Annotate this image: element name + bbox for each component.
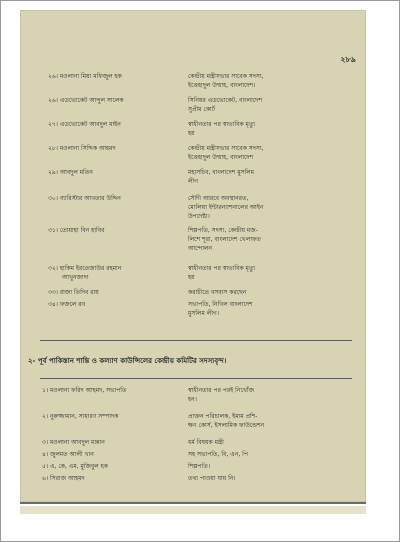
section-rule <box>40 378 352 379</box>
entry-name: ২৯। আবদুল মতিন <box>48 169 93 176</box>
document-page <box>20 10 366 502</box>
entry-name: ৩৪। ফজলে রব <box>48 301 86 308</box>
entry-name: ৩৩। রাজা তিদিব রায় <box>48 289 99 296</box>
entry-description: তথ্য পাওয়া যায় নি। <box>188 475 236 482</box>
entry-description: শিল্পপতি, সদস্য, কেন্দ্রীয় মজ- লিশে শূরা, বাংলাদেশ খেলাফত আন্দোলন <box>188 227 261 252</box>
entry-name: ২৬। এডভোকেট আব্দুল সালেক <box>48 97 124 104</box>
entry-description: সিনিয়র এডভোকেট, বাংলাদেশ সুপ্রীম কোর্ট <box>188 97 262 113</box>
entry-name: ৫। এ, কে, এম, মুজিবুল হক <box>42 463 108 470</box>
bottom-strip <box>20 506 366 514</box>
entry-description: সহ সভাপতি, বি, এন, পি <box>188 451 248 458</box>
entry-description: শিল্পপতি। <box>188 463 210 470</box>
entry-description: সৌদী আরবে অবস্থানরত, মোলিয়া ইন্টারন্যাশনালের আইন উপদেষ্টা। <box>188 195 264 220</box>
entry-name: ২৮। মওলানা সিদ্দিক আহমদ <box>48 145 116 152</box>
entry-name: ৩০। ব্যারিস্টার আখতার উদ্দিন <box>48 195 121 202</box>
entry-name: ২৭। এডভোকেট আবদুল মাইন <box>48 121 121 128</box>
entry-description: কেন্দ্রীয় মন্ত্রীসভার সাবেক সদস্য, ইত্তেহাদুল উম্মাহ, বাংলাদেশ <box>188 145 264 161</box>
entry-description: কেন্দ্রীয় মন্ত্রীসভার সাবেক সদস্য, ইত্তেহাদুল উম্মাহ, বাংলাদেশ। <box>188 73 264 89</box>
section-heading: ২- পূর্ব পাকিস্তান শান্তি ও কল্যাণ কাউন্সিলের কেন্দ্রীয় কমিটির সদস্যবৃন্দ। <box>28 357 227 365</box>
entry-name: ২৬। মওলানা মিয়া মফিজুল হক <box>48 73 122 80</box>
entry-description: স্বাধীনতার পর স্বাভাবিক মৃত্যু হয় <box>188 121 256 137</box>
entry-name: ১। মওলানা ফরিদ আহমদ, সভাপতি <box>42 387 127 394</box>
entry-description: মহাসচিব, বাংলাদেশ মুসলিম লীগ <box>188 169 255 185</box>
section-rule <box>40 340 352 341</box>
entry-name: ৩১। তোয়াহা বিন হাবিব <box>48 227 105 234</box>
page-number: ২৮৯ <box>340 55 356 64</box>
entry-description: করাচীতে বসবাস করছেন <box>188 289 247 296</box>
entry-description: সভাপতি, নিখিল বাংলাদেশ মুসলিম লীগ। <box>188 301 253 317</box>
entry-description: স্বাধীনতার পর স্বাভাবিক মৃত্যু হয় <box>188 265 256 281</box>
bottom-rule <box>20 502 366 504</box>
entry-name: ২। নুরুজ্জামান, সাধারণ সম্পাদক <box>42 413 119 420</box>
entry-description: স্বাধীনতার পর পরই নিখোঁজ হন। <box>188 387 254 403</box>
entry-description: ধর্ম বিষয়ক মন্ত্রী <box>188 439 224 446</box>
entry-name: ৩। মওলানা আবদুল মান্নান <box>42 439 105 446</box>
entry-name: ৩২। হাকিম ইরতেজাউর রহমান আখুনজাদা <box>48 265 122 281</box>
entry-name: ৪। জুলমত আলী খান <box>42 451 94 458</box>
entry-description: প্রাক্তন পরিচালক, ইমাম প্রশি- ক্ষণ কোর্স, ইসলামিক ফাউন্ডেশন <box>188 413 265 429</box>
entry-name: ৬। সিরাজ আহমদ <box>42 475 85 482</box>
